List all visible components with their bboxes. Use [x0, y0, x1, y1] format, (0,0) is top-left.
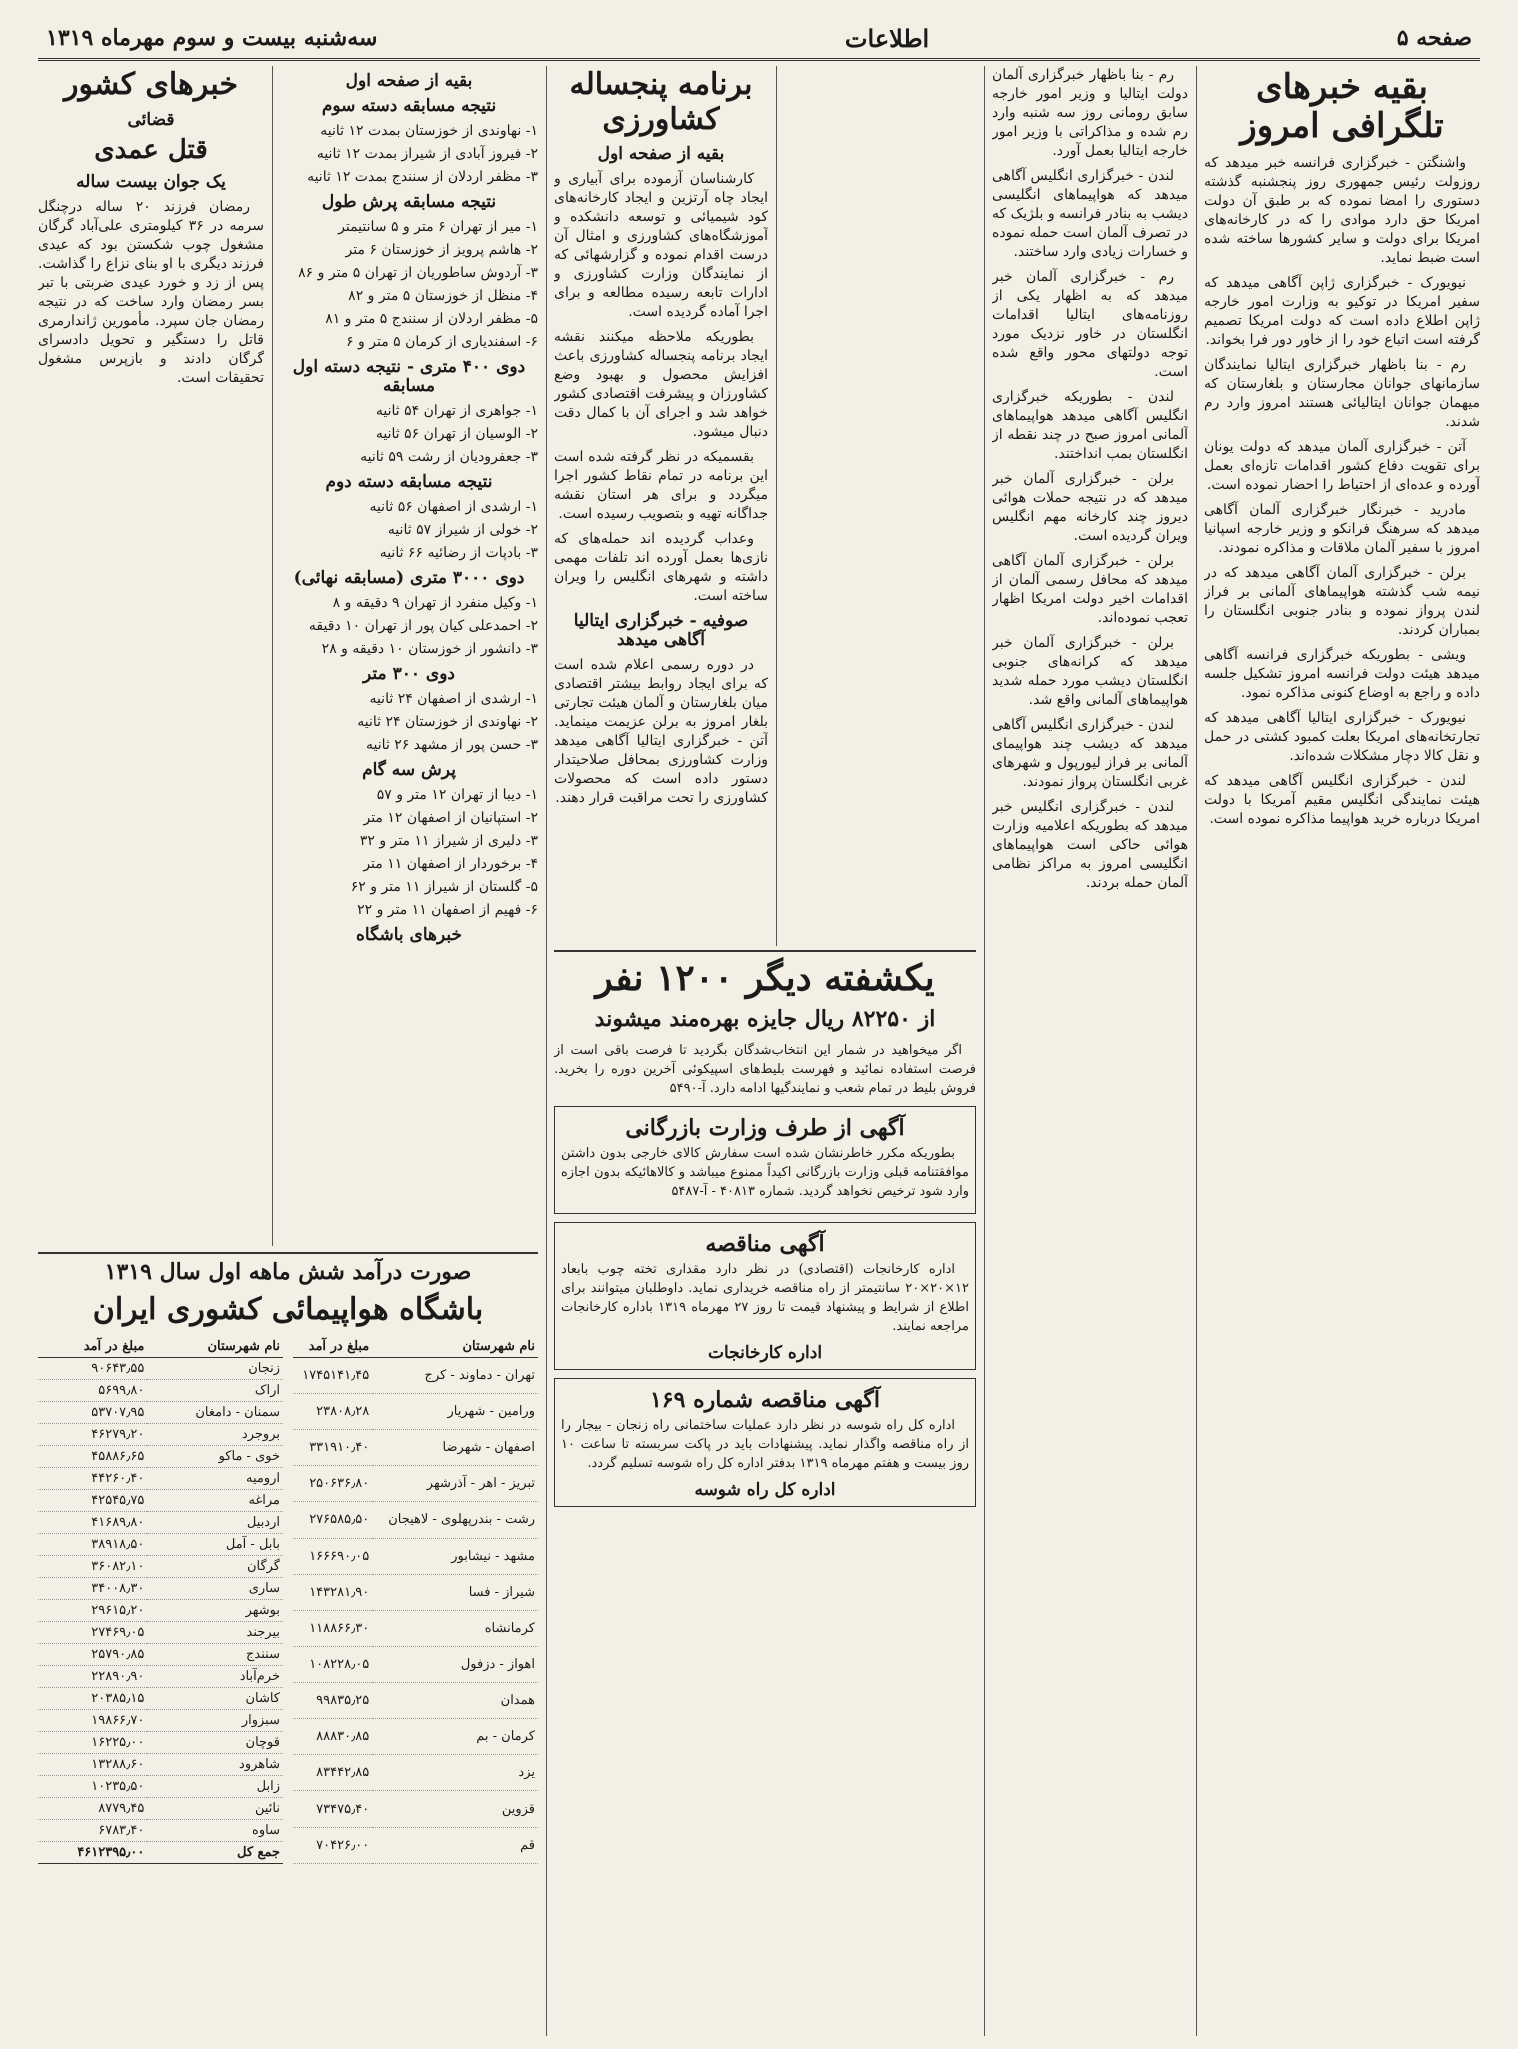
table-row — [38, 1577, 283, 1599]
amount-cell: ۱۰۲۳۵٫۵۰ — [38, 1775, 147, 1797]
result-item: ۱- دیبا از تهران ۱۲ متر و ۵۷ — [376, 787, 538, 803]
city-cell: گرگان — [147, 1555, 283, 1577]
amount-cell: ۱۰۸۲۲۸٫۰۵ — [293, 1646, 372, 1682]
amount-cell: ۷۳۴۷۵٫۴۰ — [293, 1791, 372, 1827]
table-row — [293, 1574, 538, 1610]
results-heading: نتیجه مسابقه دسته دوم — [325, 472, 493, 492]
column-rule — [546, 66, 547, 2036]
column-header-city: نام شهرستان — [372, 1336, 538, 1358]
amount-cell: ۱۶۶۶۹۰٫۰۵ — [293, 1538, 372, 1574]
tender-ad-2 — [554, 1378, 976, 1507]
table-row — [38, 1445, 283, 1467]
ads-block — [554, 956, 976, 2036]
lottery-body: اگر میخواهید در شمار این انتخاب‌شدگان بگردید تا فرصت باقی است از فرصت استفاده نمائید و فهرست بلیط‌های اسپیکوئی آخرین دوره را بخرید. فروش بلیط در تمام شعب و نمایندگیها ادامه دارد. آ-۵۴۹۰ — [554, 1042, 976, 1096]
agriculture-headline: برنامه پنجساله کشاورزی — [569, 67, 753, 137]
table-row — [38, 1731, 283, 1753]
table-row — [38, 1599, 283, 1621]
club-news-heading: خبرهای باشگاه — [355, 925, 463, 945]
news-item: ویشی - بطوریکه خبرگزاری فرانسه آگاهی میدهد هیئت دولت فرانسه امروز تشکیل جلسه داده و راجع به اوضاع کنونی مذاکره نمود. — [1204, 647, 1480, 702]
result-item: ۲- الوسیان از تهران ۵۶ ثانیه — [375, 426, 538, 442]
amount-cell: ۲۷۶۵۸۵٫۵۰ — [293, 1502, 372, 1538]
results-list — [280, 690, 538, 755]
column-rule — [984, 66, 985, 2036]
city-cell: خرم‌آباد — [147, 1665, 283, 1687]
table-row — [38, 1533, 283, 1555]
table-row — [38, 1357, 283, 1379]
continued-note: بقیه از صفحه اول — [597, 144, 725, 164]
result-item: ۲- احمدعلی کیان پور از تهران ۱۰ دقیقه — [308, 618, 538, 634]
city-cell: سنندج — [147, 1643, 283, 1665]
revenue-table-right — [293, 1336, 538, 1864]
domestic-news-headline: خبرهای کشور — [63, 67, 239, 102]
table-row — [38, 1489, 283, 1511]
tender-1-signature: اداره کارخانجات — [707, 1342, 823, 1363]
results-heading: دوی ۳۰۰۰ متری (مسابقه نهائی) — [293, 568, 525, 588]
result-item: ۳- بادپات از رضائیه ۶۶ ثانیه — [379, 545, 538, 561]
table-row — [293, 1610, 538, 1646]
table-row — [38, 1511, 283, 1533]
results-heading: دوی ۳۰۰ متر — [363, 664, 455, 684]
amount-cell: ۲۵۰۶۳۶٫۸۰ — [293, 1466, 372, 1502]
result-item: ۲- هاشم پرویز از خوزستان ۶ متر — [345, 242, 538, 258]
commerce-ad-title: آگهی از طرف وزارت بازرگانی — [625, 1114, 905, 1141]
column-header-amount: مبلغ در آمد — [38, 1336, 147, 1358]
judicial-label: قضائی — [127, 109, 175, 130]
result-item: ۳- حسن پور از مشهد ۲۶ ثانیه — [366, 737, 538, 753]
amount-cell: ۷۰۴۲۶٫۰۰ — [293, 1827, 372, 1863]
news-item: برلن - خبرگزاری آلمان آگاهی میدهد که محافل رسمی آلمان از اقدامات اخیر دولت امریکا اظهار تعجب نموده‌اند. — [992, 553, 1188, 626]
article-paragraph: کارشناسان آزموده برای آبیاری و ایجاد چاه آرتزین و ایجاد کارخانه‌های کود شیمیائی و توسعه دانشکده و آموزشگاه‌های کشاورزی و امثال آن درست اقدام نموده و گزارشهائی که از نمایندگان وزارت کشاورزی و ادارات تابعه رسیده مطالعه و برای اجرا آماده گردیده است. — [554, 171, 768, 320]
amount-cell: ۴۵۸۸۶٫۶۵ — [38, 1445, 147, 1467]
result-item: ۱- ارشدی از اصفهان ۵۶ ثانیه — [369, 499, 538, 515]
masthead — [38, 18, 1480, 61]
news-item: لندن - بطوریکه خبرگزاری انگلیس آگاهی میدهد هواپیماهای آلمانی امروز صبح در چند نقطه از انگلستان بمب انداختند. — [992, 389, 1188, 462]
revenue-report — [38, 1258, 538, 2038]
city-cell: زابل — [147, 1775, 283, 1797]
column-rule — [776, 66, 777, 946]
city-cell: کاشان — [147, 1687, 283, 1709]
result-item: ۶- فهیم از اصفهان ۱۱ متر و ۲۲ — [357, 902, 538, 918]
tender-2-signature: اداره کل راه شوسه — [694, 1479, 836, 1500]
column-rule — [1196, 66, 1197, 2036]
amount-cell: ۴۱۶۸۹٫۸۰ — [38, 1511, 147, 1533]
city-cell: ساوه — [147, 1819, 283, 1841]
column-header-amount: مبلغ در آمد — [293, 1336, 372, 1358]
table-row — [293, 1827, 538, 1863]
city-cell: رشت - بندرپهلوی - لاهیجان — [372, 1502, 538, 1538]
city-cell: نائین — [147, 1797, 283, 1819]
tender-ad-1 — [554, 1222, 976, 1370]
table-row — [38, 1423, 283, 1445]
amount-cell: ۸۳۴۴۲٫۸۵ — [293, 1755, 372, 1791]
city-cell: یزد — [372, 1755, 538, 1791]
revenue-title-line2: باشگاه هواپیمائی کشوری ایران — [92, 1292, 484, 1328]
results-heading: نتیجه مسابقه پرش طول — [321, 192, 497, 212]
table-row — [293, 1646, 538, 1682]
tender-1-body: اداره کارخانجات (اقتصادی) در نظر دارد مقداری تخته چوب بابعاد ۱۲×۲۰×۲۰ سانتیمتر از راه مناقصه خریداری نماید. داوطلبان میتوانند برای اطلاع از شرایط و پیشنهاد قیمت تا روز ۲۷ مهرماه ۱۳۱۹ باداره کارخانجات مراجعه نمایند. — [561, 1261, 970, 1334]
lottery-subheadline: از ۸۲۲۵۰ ریال جایزه بهره‌مند میشوند — [594, 1006, 936, 1033]
tender-2-title: آگهی مناقصه شماره ۱۶۹ — [649, 1386, 880, 1413]
amount-cell: ۵۶۹۹٫۸۰ — [38, 1379, 147, 1401]
article-paragraph: بطوریکه ملاحظه میکنند نقشه ایجاد برنامه پنجساله کشاورزی باعث افزایش محصول و بهبود وضع کشاورزان و پیشرفت اقتصادی کشور خواهد شد و اجرای آن با کمال دقت دنبال میشود. — [554, 329, 768, 440]
result-item: ۳- مظفر اردلان از سنندج بمدت ۱۲ ثانیه — [307, 169, 538, 185]
city-cell: مشهد - نیشابور — [372, 1538, 538, 1574]
city-cell: بیرجند — [147, 1621, 283, 1643]
total-label: جمع کل — [147, 1841, 283, 1863]
result-item: ۲- نهاوندی از خوزستان ۲۴ ثانیه — [357, 714, 538, 730]
news-item: آتن - خبرگزاری آلمان میدهد که دولت یونان برای تقویت دفاع کشور اقدامات تازه‌ای بعمل آورده و عده‌ای از احتیاط را احضار نموده است. — [1204, 439, 1480, 494]
amount-cell: ۱۶۲۲۵٫۰۰ — [38, 1731, 147, 1753]
city-cell: ساری — [147, 1577, 283, 1599]
result-item: ۱- جواهری از تهران ۵۴ ثانیه — [375, 403, 538, 419]
amount-cell: ۱۱۸۸۶۶٫۳۰ — [293, 1610, 372, 1646]
news-item: لندن - خبرگزاری انگلیس خبر میدهد که بطوریکه اعلامیه وزارت هوائی حاکی است هواپیماهای انگلیسی امروز به مراکز نظامی آلمان حمله بردند. — [992, 799, 1188, 891]
city-cell: بابل - آمل — [147, 1533, 283, 1555]
results-heading: نتیجه مسابقه دسته سوم — [321, 96, 497, 116]
table-row — [293, 1393, 538, 1429]
amount-cell: ۲۵۷۹۰٫۸۵ — [38, 1643, 147, 1665]
city-cell: قم — [372, 1827, 538, 1863]
city-cell: تبریز - اهر - آذرشهر — [372, 1466, 538, 1502]
table-row — [293, 1755, 538, 1791]
article-paragraph: در دوره رسمی اعلام شده است که برای ایجاد روابط بیشتر اقتصادی میان بلغارستان و آلمان هیئت تجارتی بلغار امروز به برلن عزیمت مینماید. آتن - خبرگزاری ایتالیا آگاهی میدهد وزارت کشاورزی بمحافل صلاحیتدار دستور داده است که محصولات کشاورزی را تحت مراقبت قرار دهند. — [554, 657, 768, 806]
table-row — [293, 1791, 538, 1827]
date-line: سه‌شنبه بیست و سوم مهرماه ۱۳۱۹ — [46, 25, 378, 51]
table-row — [38, 1687, 283, 1709]
result-item: ۳- آردوش ساطوریان از تهران ۵ متر و ۸۶ — [298, 265, 538, 281]
table-row — [293, 1357, 538, 1393]
city-cell: تهران - دماوند - کرج — [372, 1357, 538, 1393]
table-row — [293, 1719, 538, 1755]
result-item: ۱- وکیل منفرد از تهران ۹ دقیقه و ۸ — [332, 595, 538, 611]
city-cell: بوشهر — [147, 1599, 283, 1621]
table-row — [38, 1643, 283, 1665]
result-item: ۴- منظل از خوزستان ۵ متر و ۸۲ — [348, 288, 538, 304]
table-row — [293, 1430, 538, 1466]
city-cell: سمنان - دامغان — [147, 1401, 283, 1423]
city-cell: زنجان — [147, 1357, 283, 1379]
result-item: ۱- نهاوندی از خوزستان بمدت ۱۲ ثانیه — [320, 123, 538, 139]
amount-cell: ۱۴۳۲۸۱٫۹۰ — [293, 1574, 372, 1610]
city-cell: اردبیل — [147, 1511, 283, 1533]
result-item: ۴- برخوردار از اصفهان ۱۱ متر — [363, 856, 538, 872]
amount-cell: ۲۳۸۰۸٫۲۸ — [293, 1393, 372, 1429]
agriculture-program-column — [554, 66, 768, 946]
table-row — [293, 1683, 538, 1719]
news-item: برلن - خبرگزاری آلمان خبر میدهد که کرانه‌های جنوبی انگلستان دیشب مورد حمله شدید هواپیماهای آلمانی واقع شد. — [992, 635, 1188, 708]
telegraph-headline: بقیه خبرهای تلگرافی امروز — [1240, 67, 1444, 147]
amount-cell: ۳۳۱۹۱۰٫۴۰ — [293, 1430, 372, 1466]
results-list — [280, 594, 538, 659]
amount-cell: ۴۴۲۶۰٫۴۰ — [38, 1467, 147, 1489]
amount-cell: ۲۲۸۹۰٫۹۰ — [38, 1665, 147, 1687]
revenue-title-line1: صورت درآمد شش ماهه اول سال ۱۳۱۹ — [104, 1259, 472, 1285]
amount-cell: ۲۰۳۸۵٫۱۵ — [38, 1687, 147, 1709]
result-item: ۳- جعفرودیان از رشت ۵۹ ثانیه — [360, 449, 538, 465]
result-item: ۱- میر از تهران ۶ متر و ۵ سانتیمتر — [338, 219, 538, 235]
city-cell: همدان — [372, 1683, 538, 1719]
city-cell: اراک — [147, 1379, 283, 1401]
crime-body: رمضان فرزند ۲۰ ساله درچنگل سرمه در ۳۶ کیلومتری علی‌آباد گرگان مشغول چوب شکستن بود که عیدی فرزند دیگری با او بنای نزاع را گذاشت. پس از زد و خورد عیدی ضربتی با تبر بسر رمضان وارد ساخت که در نتیجه رمضان جان سپرد. مأمورین ژاندارمری قاتل را دستگیر و تحویل دادسرای گرگان دادند و بازپرس مشغول تحقیقات است. — [38, 199, 264, 387]
amount-cell: ۳۴۰۰۸٫۳۰ — [38, 1577, 147, 1599]
city-cell: مراغه — [147, 1489, 283, 1511]
tender-1-title: آگهی مناقصه — [705, 1230, 825, 1257]
amount-cell: ۶۷۸۳٫۴۰ — [38, 1819, 147, 1841]
newspaper-name: اطلاعات — [844, 23, 930, 53]
news-item: نیویورک - خبرگزاری ژاپن آگاهی میدهد که سفیر امریکا در توکیو به وزارت امور خارجه ژاپن اطلاع داده است که دولت امریکا تصمیم گرفته است اتباع خود را از خاور دور فرا بخواند. — [1204, 275, 1480, 349]
table-row — [38, 1797, 283, 1819]
table-row — [293, 1466, 538, 1502]
results-heading: پرش سه گام — [362, 760, 456, 780]
column-rule — [272, 66, 273, 1246]
news-item: مادرید - خبرنگار خبرگزاری آلمان آگاهی میدهد که سرهنگ فرانکو و وزیر خارجه اسپانیا امروز با سفیر آلمان ملاقات و مذاکره نمودند. — [1204, 502, 1480, 557]
table-row — [38, 1621, 283, 1643]
city-cell: قزوین — [372, 1791, 538, 1827]
results-list — [280, 402, 538, 467]
commerce-ad-body: بطوریکه مکرر خاطرنشان شده است سفارش کالای خارجی بدون داشتن موافقتنامه قبلی وزارت بازرگانی اکیداً ممنوع میباشد و کالاهائیکه بدون اجازه وارد شود ترخیص نخواهد گردید. شماره ۴۰۸۱۳ - آ-۵۴۸۷ — [561, 1145, 969, 1199]
revenue-table-left — [38, 1336, 283, 1864]
amount-cell: ۲۹۶۱۵٫۲۰ — [38, 1599, 147, 1621]
tender-2-body: اداره کل راه شوسه در نظر دارد عملیات ساختمانی راه زنجان - بیجار را از راه مناقصه واگذار نماید. پیشنهادات باید در پاکت سربسته تا ساعت ۱۰ روز بیست و هفتم مهرماه ۱۳۱۹ بدفتر اداره کل راه شوسه تسلیم گردد. — [561, 1417, 969, 1471]
table-row — [293, 1502, 538, 1538]
table-row — [38, 1665, 283, 1687]
table-row — [38, 1467, 283, 1489]
section-divider — [554, 950, 976, 952]
city-cell: قوچان — [147, 1731, 283, 1753]
city-cell: شاهرود — [147, 1753, 283, 1775]
result-item: ۳- دانشور از خوزستان ۱۰ دقیقه و ۲۸ — [321, 641, 538, 657]
amount-cell: ۱۳۲۸۸٫۶۰ — [38, 1753, 147, 1775]
sports-continued: بقیه از صفحه اول — [345, 71, 473, 91]
column-header-city: نام شهرستان — [147, 1336, 283, 1358]
city-cell: کرمان - بم — [372, 1719, 538, 1755]
result-item: ۲- فیروز آبادی از شیراز بمدت ۱۲ ثانیه — [316, 146, 538, 162]
city-cell: ارومیه — [147, 1467, 283, 1489]
amount-cell: ۹۰۶۴۳٫۵۵ — [38, 1357, 147, 1379]
table-row — [38, 1775, 283, 1797]
news-item: نیویورک - خبرگزاری ایتالیا آگاهی میدهد که تجارتخانه‌های امریکا بعلت کمبود کشتی در حمل و نقل کالا دچار مشکلات شده‌اند. — [1204, 710, 1480, 765]
results-list — [280, 498, 538, 563]
domestic-news-column — [38, 66, 264, 1246]
amount-cell: ۸۸۸۳۰٫۸۵ — [293, 1719, 372, 1755]
news-item: لندن - خبرگزاری انگلیس آگاهی میدهد که هواپیماهای انگلیسی دیشب به بنادر فرانسه و بلژیک که در تصرف آلمان است حمله نموده و خسارات زیادی وارد ساختند. — [992, 168, 1188, 260]
result-item: ۵- مظفر اردلان از سنندج ۵ متر و ۸۱ — [325, 311, 538, 327]
table-row — [38, 1555, 283, 1577]
results-list — [280, 218, 538, 352]
city-cell: بروجرد — [147, 1423, 283, 1445]
news-item: برلن - خبرگزاری آلمان آگاهی میدهد که در نیمه شب گذشته هواپیماهای آلمانی بر فراز لندن پرواز نموده و بنادر جنوبی انگلستان را بمباران کردند. — [1204, 565, 1480, 639]
revenue-tables — [38, 1336, 538, 1864]
crime-subtitle: یک جوان بیست ساله — [76, 172, 226, 193]
table-row — [38, 1753, 283, 1775]
page-number: صفحه ۵ — [1396, 25, 1472, 51]
result-item: ۶- اسفندیاری از کرمان ۵ متر و ۶ — [346, 334, 538, 350]
table-row — [38, 1819, 283, 1841]
result-item: ۳- دلیری از شیراز ۱۱ متر و ۳۲ — [359, 833, 538, 849]
news-item: رم - خبرگزاری آلمان خبر میدهد که به اظهار یکی از روزنامه‌های ایتالیا اقدامات انگلستان در خاور نزدیک مورد توجه دولتهای محور واقع شده است. — [992, 269, 1188, 380]
article-paragraph: بقسمیکه در نظر گرفته شده است این برنامه در تمام نقاط کشور اجرا میگردد و برای هر استان نقشه جداگانه تهیه و بتصویب رسیده است. — [554, 449, 768, 522]
result-item: ۲- خولی از شیراز ۵۷ ثانیه — [387, 522, 538, 538]
news-item: لندن - خبرگزاری انگلیس آگاهی میدهد که هیئت نمایندگی انگلیس مقیم آمریکا با دولت امریکا درباره خرید هواپیما مذاکره نموده است. — [1204, 773, 1480, 828]
total-value: ۴۶۱۲۳۹۵٫۰۰ — [38, 1841, 147, 1863]
news-item: واشنگتن - خبرگزاری فرانسه خبر میدهد که روزولت رئیس جمهوری روز پنجشنبه گذشته دستوری را امضا نموده که بر طبق آن دولت امریکا حق دارد موادی را که در کارخانه‌های امریکا برای دولت و سایر کشورها ساخته شده است ضبط نماید. — [1204, 155, 1480, 267]
telegraph-news-column-2 — [992, 66, 1188, 2036]
result-item: ۱- ارشدی از اصفهان ۲۴ ثانیه — [369, 691, 538, 707]
city-cell: شیراز - فسا — [372, 1574, 538, 1610]
telegraph-news-column — [1204, 66, 1480, 2036]
table-row — [38, 1401, 283, 1423]
result-item: ۲- استپانیان از اصفهان ۱۲ متر — [363, 810, 538, 826]
table-row — [293, 1538, 538, 1574]
amount-cell: ۵۳۷۰۷٫۹۵ — [38, 1401, 147, 1423]
amount-cell: ۳۸۹۱۸٫۵۰ — [38, 1533, 147, 1555]
news-item: لندن - خبرگزاری انگلیس آگاهی میدهد که دیشب چند هواپیمای آلمانی بر فراز لیورپول و شهرهای غربی انگلستان پرواز نمودند. — [992, 717, 1188, 790]
news-item: برلن - خبرگزاری آلمان خبر میدهد که در نتیجه حملات هوائی دیروز چند کارخانه مهم انگلیس ویران گردیده است. — [992, 471, 1188, 544]
table-row — [38, 1379, 283, 1401]
results-heading: دوی ۴۰۰ متری - نتیجه دسته اول مسابقه — [292, 357, 526, 396]
amount-cell: ۴۲۵۴۵٫۷۵ — [38, 1489, 147, 1511]
city-cell: خوی - ماکو — [147, 1445, 283, 1467]
amount-cell: ۱۷۴۵۱۴۱٫۴۵ — [293, 1357, 372, 1393]
result-item: ۵- گلستان از شیراز ۱۱ متر و ۶۲ — [350, 879, 538, 895]
amount-cell: ۹۹۸۳۵٫۲۵ — [293, 1683, 372, 1719]
news-subhead: صوفیه - خبرگزاری ایتالیا آگاهی میدهد — [573, 611, 749, 650]
lottery-headline: یکشفته دیگر ۱۲۰۰ نفر — [595, 957, 935, 999]
commerce-ad — [554, 1106, 976, 1214]
news-item: رم - بنا باظهار خبرگزاری ایتالیا نمایندگان سازمانهای جوانان مجارستان و بلغارستان که میهمان جوانان ایتالیائی هستند امروز وارد رم شدند. — [1204, 357, 1480, 431]
amount-cell: ۱۹۸۶۶٫۷۰ — [38, 1709, 147, 1731]
city-cell: کرمانشاه — [372, 1610, 538, 1646]
city-cell: اصفهان - شهرضا — [372, 1430, 538, 1466]
city-cell: سبزوار — [147, 1709, 283, 1731]
section-divider — [38, 1252, 538, 1254]
amount-cell: ۳۶۰۸۲٫۱۰ — [38, 1555, 147, 1577]
article-paragraph: وعداب گردیده اند حمله‌های که نازی‌ها بعمل آورده اند تلفات مهمی داشته و شهرهای انگلیس را ویران ساخته است. — [554, 531, 768, 604]
results-list — [280, 122, 538, 187]
city-cell: اهواز - دزفول — [372, 1646, 538, 1682]
results-list — [280, 786, 538, 920]
city-cell: ورامین - شهریار — [372, 1393, 538, 1429]
sports-results-column — [280, 66, 538, 1246]
amount-cell: ۴۶۲۷۹٫۲۰ — [38, 1423, 147, 1445]
amount-cell: ۲۷۴۶۹٫۰۵ — [38, 1621, 147, 1643]
news-item: رم - بنا باظهار خبرگزاری آلمان دولت ایتالیا و وزیر امور خارجه سابق رومانی روز سه شنبه وارد رم شده و مذاکراتی با وزیر امور خارجه ایتالیا بعمل آورد. — [992, 67, 1188, 159]
amount-cell: ۸۷۷۹٫۴۵ — [38, 1797, 147, 1819]
crime-title: قتل عمدی — [94, 134, 208, 165]
table-row — [38, 1709, 283, 1731]
